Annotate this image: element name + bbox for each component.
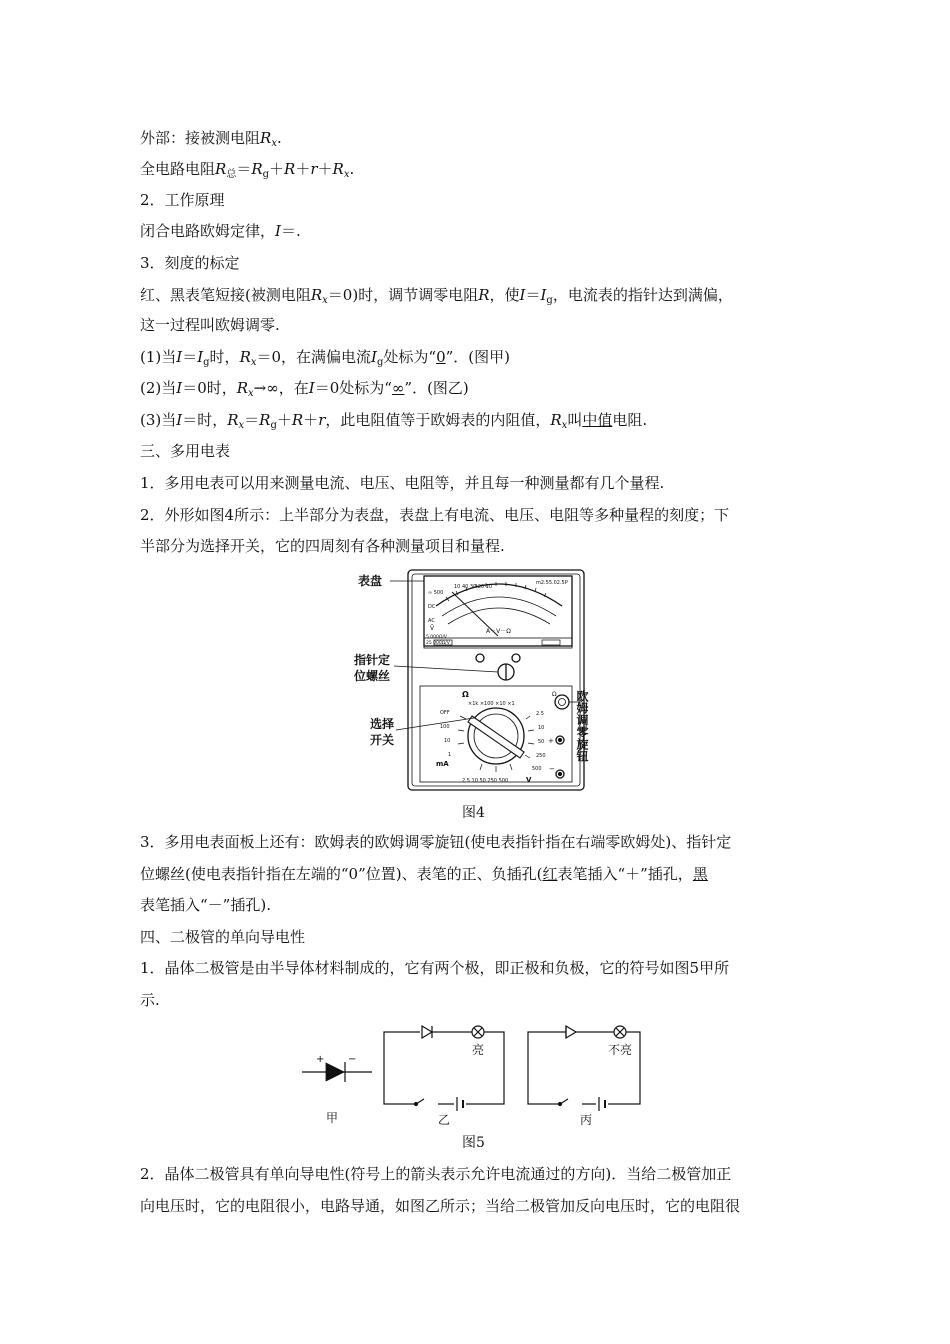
section-heading: 三、多用电表: [140, 442, 231, 460]
v-unit: V: [526, 776, 532, 784]
label-yi: 乙: [438, 1113, 451, 1127]
label-dial: 表盘: [358, 574, 383, 588]
dial-center-label: A－V－Ω: [486, 628, 511, 635]
text-line: 2．晶体二极管具有单向导电性(符号上的箭头表示允许电流通过的方向)．当给二极管加正: [140, 1165, 732, 1183]
text-line: 向电压时，它的电阻很小，电路导通，如图乙所示；当给二极管加反向电压时，它的电阻很: [140, 1197, 741, 1215]
label-switch-1: 选择: [370, 717, 395, 731]
v-250: 250: [536, 753, 546, 759]
text-line: 半部分为选择开关，它的四周刻有各种测量项目和量程.: [140, 537, 505, 555]
dial-dc: DC: [428, 604, 436, 610]
screw-right: [512, 654, 520, 662]
multimeter-figure: [350, 566, 610, 796]
ma-10: 10: [444, 738, 451, 744]
text-line: 外部：接被测电阻$R_x$.: [140, 129, 282, 149]
ohm-symbol: Ω: [462, 690, 469, 699]
dial-scale-top: ∞ 500: [428, 590, 444, 596]
ohm-ranges: ×1k ×100 ×10 ×1: [468, 701, 515, 707]
ma-unit: mA: [436, 760, 449, 768]
diode-minus: −: [348, 1054, 357, 1065]
text-line: 表笔插入“－”插孔).: [140, 896, 271, 914]
diode-symbol-jia: [302, 1062, 372, 1082]
circuit-bing: [528, 1026, 640, 1111]
dial-v-symbol: Ṽ: [430, 625, 435, 632]
text-line: (2)当I＝0时，$R_x\to\infty$，在I＝0处标为“∞”．(图乙): [140, 379, 469, 399]
ma-1: 1: [448, 752, 452, 758]
text-line: 示.: [140, 991, 160, 1009]
text-line: 全电路电阻$R_总=R_g+R+r+R_x$.: [140, 160, 355, 180]
label-buliang: 不亮: [608, 1043, 633, 1057]
text-line: 2．外形如图4所示：上半部分为表盘，表盘上有电流、电压、电阻等多种量程的刻度；下: [140, 506, 730, 524]
figure-4-caption: 图4: [462, 805, 485, 821]
label-jia: 甲: [326, 1111, 339, 1125]
ma-100: 100: [440, 724, 450, 730]
ohm-zero-knob: [555, 695, 569, 709]
text-line: 闭合电路欧姆定律，I＝.: [140, 222, 301, 240]
dial-left2: 25 000Ω/V: [426, 641, 450, 646]
off-label: OFF: [440, 710, 450, 716]
section-heading: 四、二极管的单向导电性: [140, 928, 306, 946]
label-switch-2: 开关: [370, 733, 395, 747]
v-500: 500: [532, 766, 542, 772]
text-line: 红、黑表笔短接(被测电阻$R_x=0$)时，调节调零电阻R，使$I=I_g$，电流表的指针达到满偏，: [140, 286, 733, 306]
label-screw-2: 位螺丝: [354, 669, 391, 683]
section-heading: 3．刻度的标定: [140, 254, 240, 272]
dial-ac: AC: [428, 618, 435, 624]
selector-pointer: [468, 716, 524, 758]
text-line: 位螺丝(使电表指针指在左端的“0”位置)、表笔的正、负插孔(红表笔插入“＋”插孔，黑: [140, 865, 708, 883]
acv-scale: 2.5 10 50 250 500: [462, 778, 509, 784]
v-2-5: 2.5: [536, 711, 544, 717]
text-line: (1)当$I=I_g$时，$R_x=0$，在满偏电流$I_g$处标为“0”．(图甲): [140, 348, 510, 368]
figure-5-caption: 图5: [462, 1135, 485, 1151]
v-10: 10: [538, 725, 545, 731]
text-line: (3)当I＝时，$R_x=R_g+R+r$，此电阻值等于欧姆表的内阻值，$R_x$叫中值电阻.: [140, 411, 648, 431]
minus-sign: −: [549, 765, 555, 773]
screw-left: [476, 654, 484, 662]
label-liang: 亮: [472, 1043, 485, 1057]
label-ohm-knob: 欧姆调零旋钮: [575, 690, 589, 762]
text-line: 1．晶体二极管是由半导体材料制成的，它有两个极，即正极和负极，它的符号如图5甲所: [140, 959, 730, 977]
plus-sign: +: [548, 737, 554, 745]
dial-left1: 5 000Ω/V: [426, 635, 447, 640]
knob-omega: Ω: [552, 691, 557, 698]
text-line: 这一过程叫欧姆调零.: [140, 316, 280, 334]
section-heading: 2．工作原理: [140, 191, 225, 209]
text-line: 1．多用电表可以用来测量电流、电压、电阻等，并且每一种测量都有几个量程.: [140, 474, 665, 492]
v-50: 50: [538, 739, 545, 745]
circuit-yi: [384, 1026, 504, 1111]
label-screw-1: 指针定: [354, 653, 391, 667]
label-bing: 丙: [580, 1113, 593, 1127]
diode-plus: +: [316, 1054, 325, 1065]
dial-model: m2.55.02.5P: [536, 580, 568, 586]
dial-top-scale: 10 40 30 20 10: [454, 584, 493, 590]
diode-circuits-figure: [296, 1018, 676, 1130]
text-line: 3．多用电表面板上还有：欧姆表的欧姆调零旋钮(使电表指针指在右端零欧姆处)、指针定: [140, 833, 732, 851]
